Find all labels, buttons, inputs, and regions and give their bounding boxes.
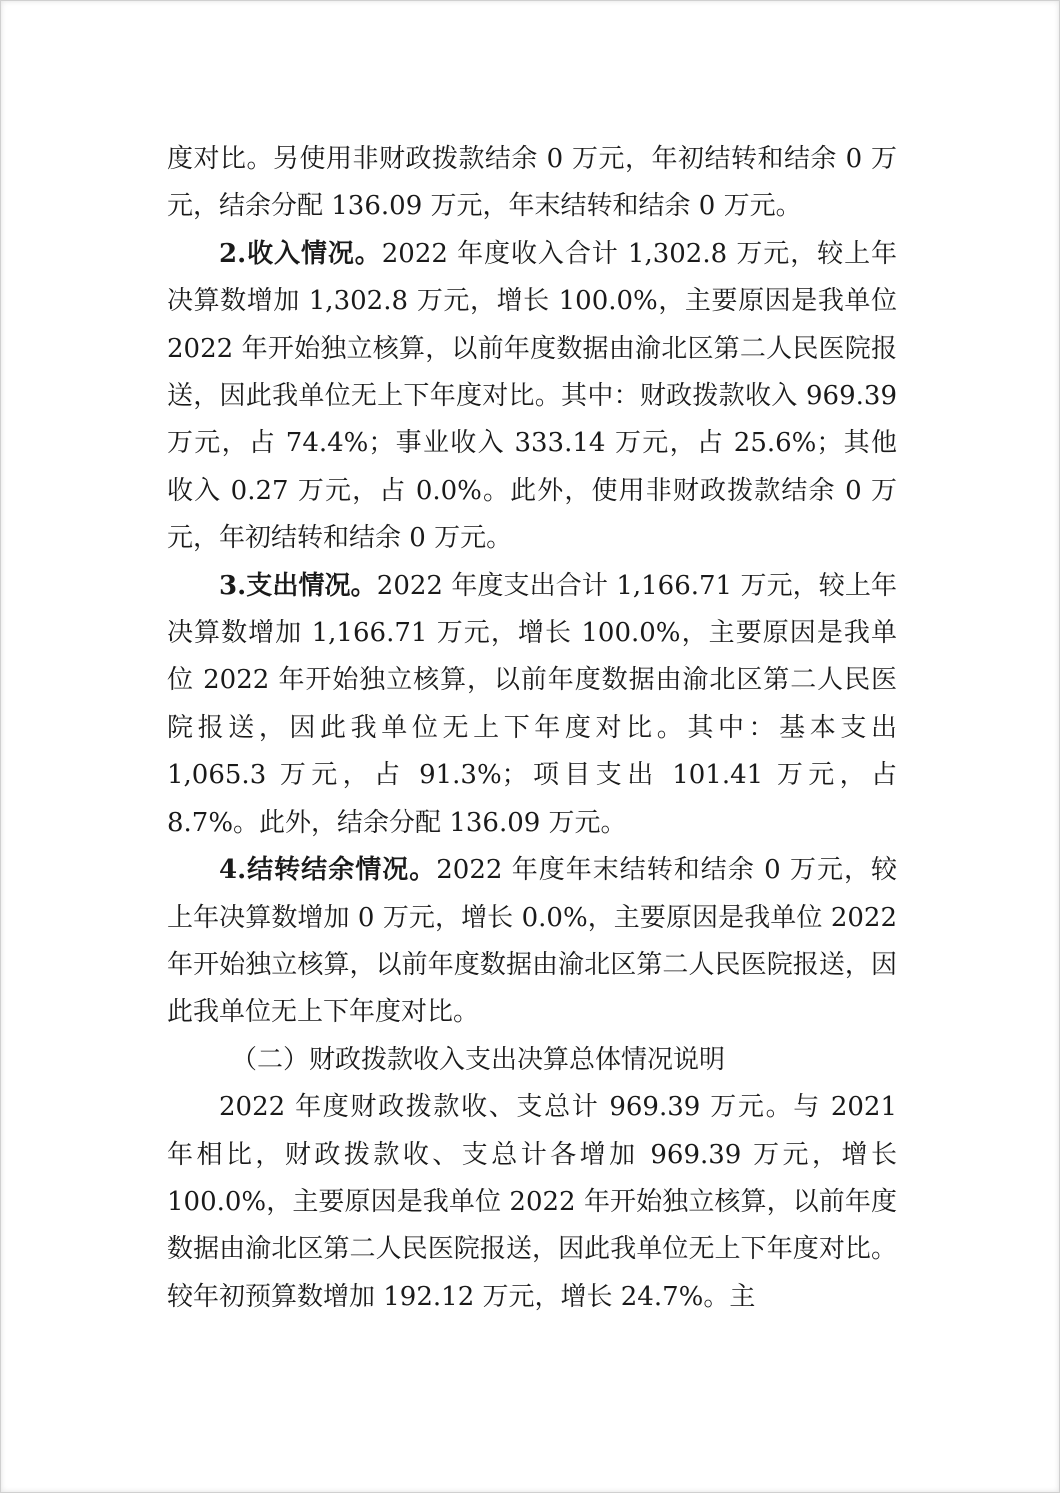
- paragraph-text: 2022 年度收入合计 1,302.8 万元，较上年决算数增加 1,302.8 万元，增长 100.0%，主要原因是我单位 2022 年开始独立核算，以前年度数据由渝北区第二人民医院报送，因此我单位无上下年度对比。其中：财政拨款收入 969.39 万元，占 74.4%；事业收入 333.14 万元，占 25.6%；其他收入 0.27 万元，占 0.0%。此外，使用非财政拨款结余 0 万元，年初结转和结余 0 万元。: [167, 238, 897, 554]
- document-body: [167, 136, 897, 1321]
- section-heading-income: 2.收入情况。: [219, 238, 382, 269]
- paragraph-text: 2022 年度支出合计 1,166.71 万元，较上年决算数增加 1,166.71 万元，增长 100.0%，主要原因是我单位 2022 年开始独立核算，以前年度数据由渝北区第二人民医院报送，因此我单位无上下年度对比。其中：基本支出 1,065.3 万元，占 91.3%；项目支出 101.41 万元，占 8.7%。此外，结余分配 136.09 万元。: [167, 570, 897, 838]
- paragraph-income: [167, 231, 897, 563]
- section-title-fiscal-overview: [167, 1037, 897, 1084]
- section-title-text: （二）财政拨款收入支出决算总体情况说明: [231, 1044, 726, 1075]
- paragraph-balance: [167, 847, 897, 1037]
- section-heading-expenditure: 3.支出情况。: [219, 570, 377, 601]
- paragraph-expenditure: [167, 563, 897, 847]
- section-heading-balance: 4.结转结余情况。: [219, 855, 437, 886]
- paragraph-text: 2022 年度财政拨款收、支总计 969.39 万元。与 2021 年相比，财政拨款收、支总计各增加 969.39 万元，增长 100.0%，主要原因是我单位 2022 年开始独立核算，以前年度数据由渝北区第二人民医院报送，因此我单位无上下年度对比。较年初预算数增加 192.12 万元，增长 24.7%。主: [167, 1092, 897, 1312]
- paragraph-text: 2022 年度年末结转和结余 0 万元，较上年决算数增加 0 万元，增长 0.0%，主要原因是我单位 2022 年开始独立核算，以前年度数据由渝北区第二人民医院报送，因此我单位无上下年度对比。: [167, 855, 897, 1028]
- paragraph-carryover: [167, 136, 897, 231]
- paragraph-fiscal: [167, 1084, 897, 1321]
- paragraph-text: 度对比。另使用非财政拨款结余 0 万元，年初结转和结余 0 万元，结余分配 136.09 万元，年末结转和结余 0 万元。: [167, 144, 897, 222]
